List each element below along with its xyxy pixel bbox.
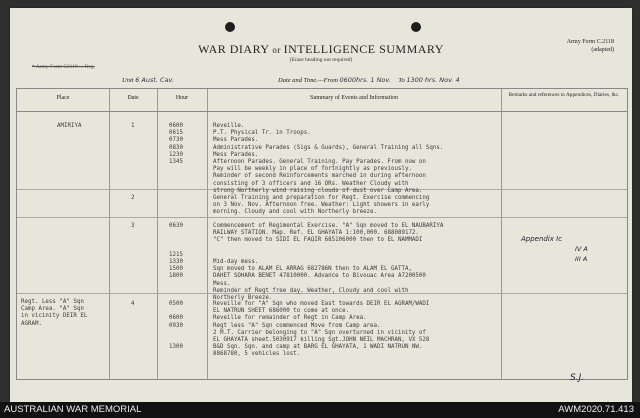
col-divider bbox=[157, 89, 158, 379]
diary-page bbox=[10, 8, 632, 402]
row1-summary: Reveille. P.T. Physical Tr. in Troops. Mess Parades. Administrative Parades (Sigs & Guards), General Training all Sqns. Mess Parades. Afternoon Parades. General Training. Pay Parades. From now on Pay will be weekly in place of fortnightly as previously. Reminder of second Reinforcements marched in during afternoon consisting of 3 officers and 16 ORs. Weather Cloudy with strong Northerly wind raising clouds of dust over Camp Area. bbox=[213, 123, 444, 194]
archive-footer bbox=[0, 402, 640, 418]
from-value: 0600hrs. 1 Nov. bbox=[339, 76, 391, 84]
title-intelligence: INTELLIGENCE SUMMARY bbox=[283, 42, 444, 56]
col-header-date: Date bbox=[127, 95, 139, 101]
diary-table bbox=[16, 88, 628, 380]
footer-institution: AUSTRALIAN WAR MEMORIAL bbox=[4, 404, 142, 415]
punch-hole-right bbox=[411, 22, 421, 32]
title-war-diary: WAR DIARY bbox=[198, 42, 270, 56]
row4-place: Regt. Less "A" Sqn Camp Area. "A" Sqn in vicinity DEIR EL AGRAM. bbox=[21, 299, 88, 327]
col-divider bbox=[109, 89, 110, 379]
unit-value: 6 Aust. Cav. bbox=[135, 76, 174, 84]
date-line bbox=[278, 76, 460, 84]
row3-date: 3 bbox=[131, 223, 135, 229]
col-header-place: Place bbox=[56, 95, 70, 101]
appendix-ref-b: III A bbox=[575, 255, 588, 263]
row2-summary: General Training and preparation for Regt. Exercise commencing on 3 Nov. Nov. Afternoon free. Weather: Light showers in early morning. Cloudy and cool with Northerly breeze. bbox=[213, 195, 430, 216]
row4-date: 4 bbox=[131, 301, 135, 307]
unit-line bbox=[122, 76, 174, 84]
punch-hole-left bbox=[225, 22, 235, 32]
to-value: 1300 hrs. Nov. 4 bbox=[406, 76, 460, 84]
unit-label: Unit bbox=[122, 77, 134, 84]
row1-hours: 0600 0615 0730 0830 1230 1345 bbox=[169, 123, 183, 166]
row2-date: 2 bbox=[131, 195, 135, 201]
row1-place: AMIRIYA bbox=[57, 123, 82, 129]
row4-summary: Reveille for "A" Sqn who moved East towards DEIR EL AGRAM/WADI EL NATRUN SHEET 686000 to come at once. Reveille for remainder of Regt in Camp Area. Regt less "A" Sqn commenced Move from Camp area. 2 M.T. Carrier belonging to "A" Sqn overturned in vicinity of EL GHAYATA sheet.5030917 killing Sgt.JOHN NEIL MACHRAN, VX 528 B&D Sqn. Sqn. and camp at BARG EL GHAYATA, 1 WADI NATRUN NW. 8868780, 5 vehicles lost. bbox=[213, 301, 430, 358]
header-rule bbox=[17, 111, 627, 112]
col-divider bbox=[207, 89, 208, 379]
col-header-remarks: Remarks and references to Appendices, Diaries, &c. bbox=[508, 92, 620, 98]
footer-catalog-id: AWM2020.71.413 bbox=[558, 404, 634, 415]
datetime-label: Date and Time.—From bbox=[278, 77, 338, 84]
form-number bbox=[567, 38, 614, 54]
signature: S.J. bbox=[570, 373, 585, 383]
row4-hours: 0500 0600 0930 1300 bbox=[169, 301, 183, 351]
col-header-hour: Hour bbox=[175, 95, 189, 101]
form-number-text: Army Form C.2118 bbox=[566, 39, 614, 45]
row3-summary: Commencement of Regimental Exercise. "A" Sqn moved to EL NAUBARIYA RAILWAY STATION. Map. Ref. EL GHAYATA 1:100,000. 688089172. "C" then moved to SIDI EL FAQIR 685106000 then to EL NAMMADI Mid-day mess. Sqn moved to ALAM EL ARRAG 682786N then to ALAM EL GATTA, DAHET SOHARA BENET 47810000. Advance to Bivouac Area A7200500 Mess. Reminder of Regt free day. Weather, Cloudy and cool with Northerly Breeze. bbox=[213, 223, 444, 302]
appendix-ref-a: IV A bbox=[575, 245, 588, 253]
struck-heading: * Army Form C2118 ... Reg. bbox=[32, 64, 95, 70]
subtitle: (Erase heading not required) bbox=[289, 57, 353, 63]
to-label: To bbox=[398, 77, 405, 84]
page-title bbox=[10, 42, 632, 57]
form-note: (adapted) bbox=[591, 47, 614, 53]
appendix-note: Appendix Ic bbox=[521, 235, 563, 243]
row1-date: 1 bbox=[131, 123, 135, 129]
title-or: or bbox=[269, 45, 284, 55]
row3-hours: 0630 1215 1330 1500 1800 bbox=[169, 223, 183, 280]
col-divider bbox=[501, 89, 502, 379]
col-header-summary: Summary of Events and Information bbox=[310, 95, 398, 101]
row-rule bbox=[17, 217, 627, 218]
